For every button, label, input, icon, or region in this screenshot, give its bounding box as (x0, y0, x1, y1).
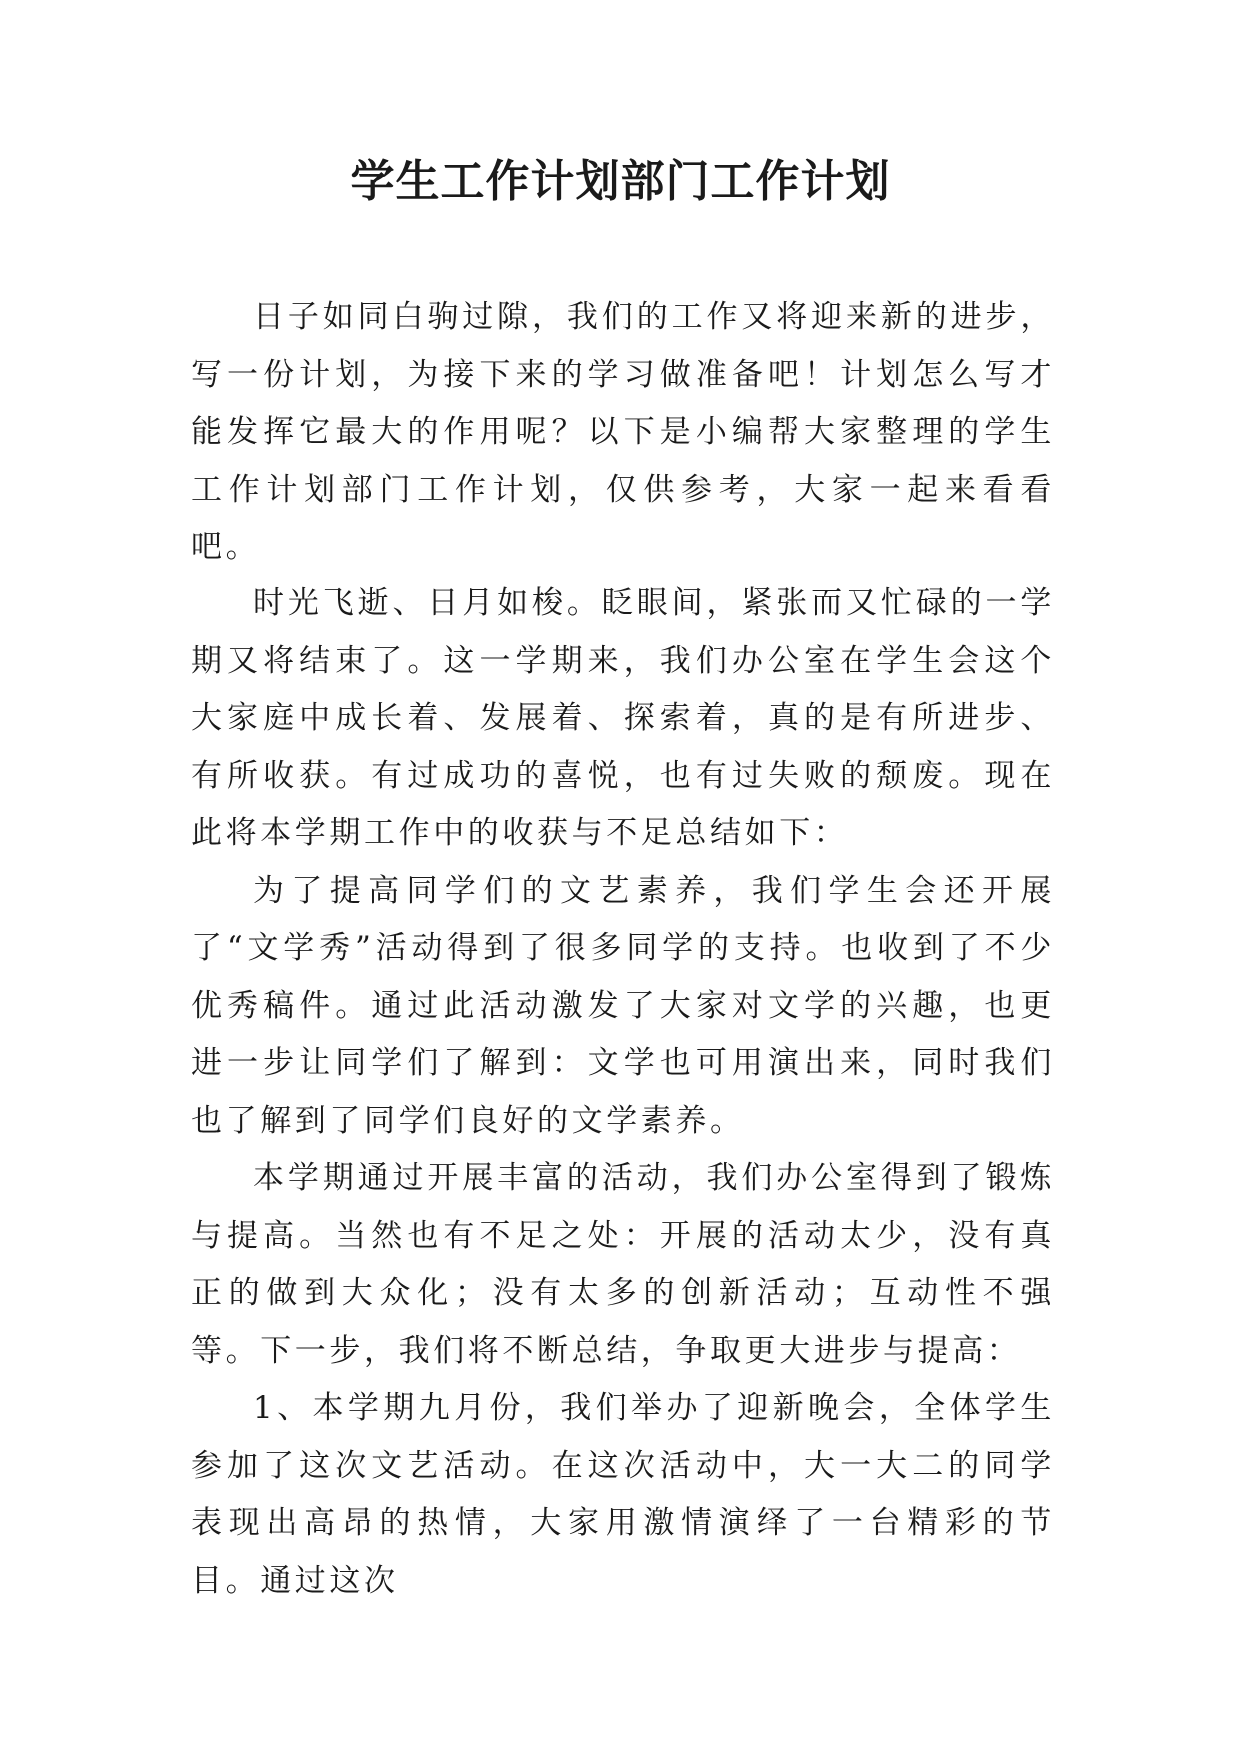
intro-paragraph: 日子如同白驹过隙，我们的工作又将迎来新的进步，写一份计划，为接下来的学习做准备吧！计划怎么写才能发挥它最大的作用呢？以下是小编帮大家整理的学生工作计划部门工作计划，仅供参考，大家一起来看看吧。 (191, 299, 1055, 565)
body-paragraph: 本学期通过开展丰富的活动，我们办公室得到了锻炼与提高。当然也有不足之处：开展的活动太少，没有真正的做到大众化；没有太多的创新活动；互动性不强等。下一步，我们将不断总结，争取更大进步与提高： (191, 1160, 1055, 1369)
intro-section (191, 289, 1055, 577)
page-title: 学生工作计划部门工作计划 (350, 156, 891, 207)
main-section (191, 575, 1055, 1610)
body-paragraph: 1、本学期九月份，我们举办了迎新晚会，全体学生参加了这次文艺活动。在这次活动中，大一大二的同学表现出高昂的热情，大家用激情演绎了一台精彩的节目。通过这次 (191, 1390, 1055, 1599)
body-paragraph: 为了提高同学们的文艺素养，我们学生会还开展了“文学秀”活动得到了很多同学的支持。也收到了不少优秀稿件。通过此活动激发了大家对文学的兴趣，也更进一步让同学们了解到：文学也可用演出来，同时我们也了解到了同学们良好的文学素养。 (191, 872, 1055, 1139)
body-paragraph: 时光飞逝、日月如梭。眨眼间，紧张而又忙碌的一学期又将结束了。这一学期来，我们办公室在学生会这个大家庭中成长着、发展着、探索着，真的是有所进步、有所收获。有过成功的喜悦，也有过失败的颓废。现在此将本学期工作中的收获与不足总结如下： (191, 585, 1055, 851)
